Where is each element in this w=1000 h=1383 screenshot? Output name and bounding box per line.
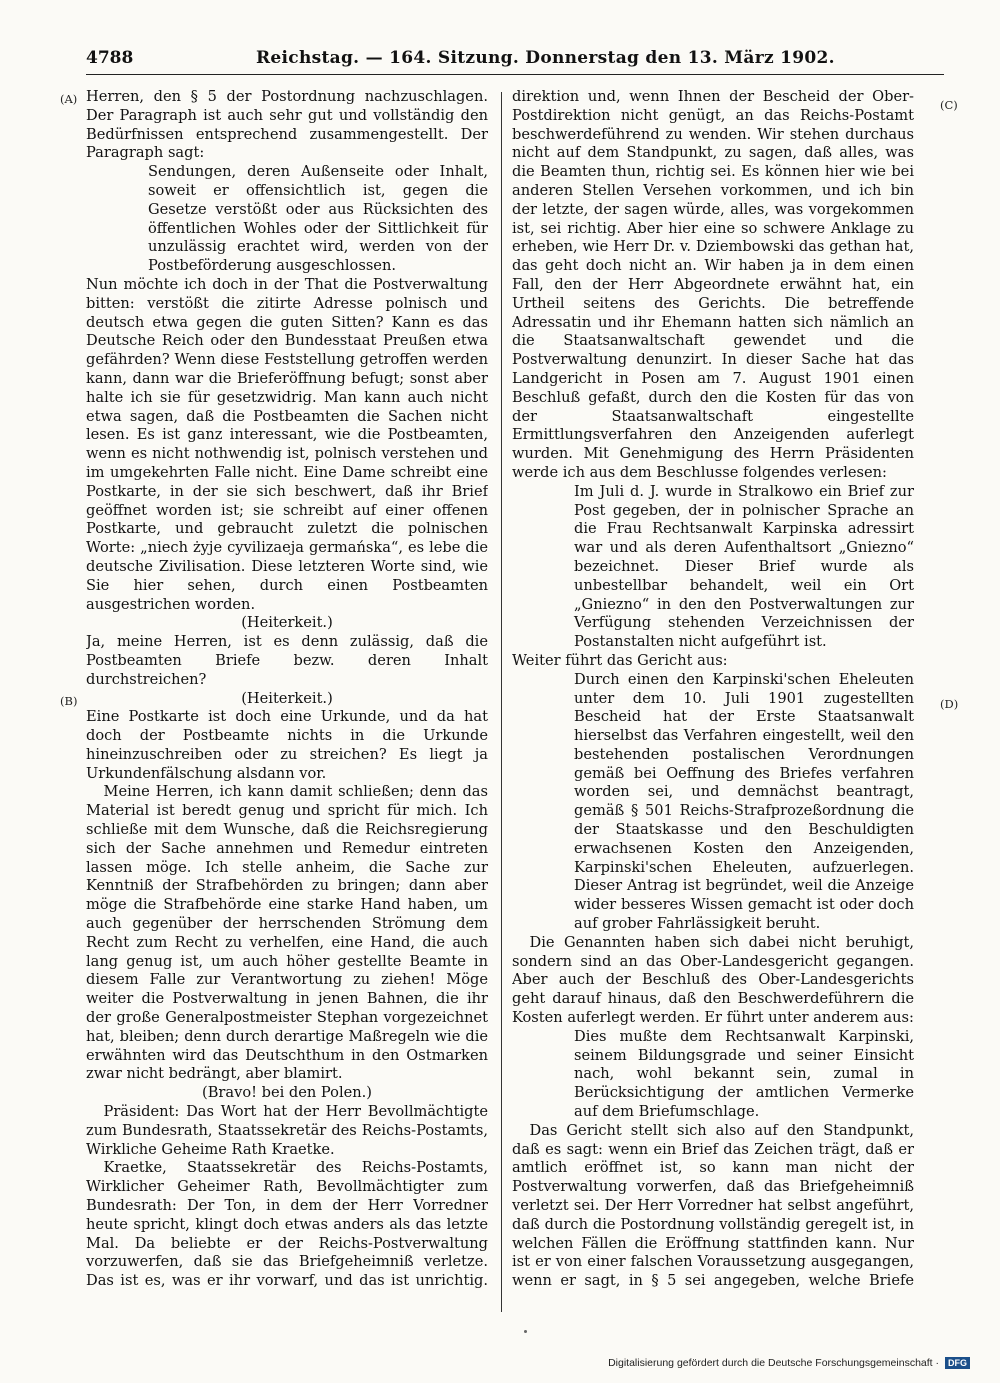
paragraph: Meine Herren, ich kann damit schließen; denn das Material ist beredt genug und spricht für mich. Ich schließe mit dem Wunsche, daß die Reichsregierung sich der Sache annehmen und Remedur eintreten lassen möge. Ich stelle anheim, die Sache zur Kenntniß der Strafbehörden zu bringen; dann aber möge die Strafbehörde eine starke Hand haben, um auch gegenüber der herrschenden Strömung dem Recht zum Recht zu verhelfen, eine Hand, die auch lang genug ist, um auch höher gestellte Beamte in diesem Falle zur Verantwortung zu ziehen! Möge weiter die Postverwaltung in jenen Bahnen, die ihr der große Generalpostmeister Stephan vorgezeichnet hat, bleiben; denn durch derartige Maßregeln wie die erwähnten wird das Deutschthum in den Ostmarken zwar nicht bedrängt, aber blamirt. <box>86 783 488 1083</box>
margin-marker-d: (D) <box>940 697 959 711</box>
dfg-logo: DFG <box>945 1357 970 1369</box>
paragraph: Das Gericht stellt sich also auf den Standpunkt, daß es sagt: wenn ein Brief das Zeichen trägt, daß er amtlich eröffnet ist, so kann man nicht der Postverwaltung vorwerfen, daß das Briefgeheimniß verletzt sei. Der Herr Vorredner hat selbst angeführt, daß durch die Postordnung vollständig geregelt ist, in welchen Fällen die Eröffnung stattfinden kann. Nur ist er von einer falschen Voraussetzung ausgegangen, wenn er sagt, in § 5 sei angegeben, welche Briefe <box>512 1121 914 1288</box>
right-column <box>512 88 914 1288</box>
paragraph: (Heiterkeit.) <box>241 614 333 632</box>
paragraph: Herren, den § 5 der Postordnung nachzuschlagen. Der Paragraph ist auch sehr gut und vollständig den Bedürfnissen entsprechend zusammengestellt. Der Paragraph sagt: <box>86 88 488 162</box>
margin-marker-a: (A) <box>60 92 78 106</box>
margin-marker-c: (C) <box>940 98 958 112</box>
paragraph: Ja, meine Herren, ist es denn zulässig, daß die Postbeamten Briefe bezw. deren Inhalt durchstreichen? <box>86 633 488 688</box>
paragraph: Sendungen, deren Außenseite oder Inhalt, soweit er offensichtlich ist, gegen die Gesetze verstößt oder aus Rücksichten des öffentlichen Wohles oder der Sittlichkeit für unzulässig erachtet wird, werden von der Postbeförderung ausgeschlossen. <box>148 163 488 275</box>
footer <box>608 1357 970 1369</box>
paragraph: Präsident: Das Wort hat der Herr Bevollmächtigte zum Bundesrath, Staatssekretär des Reichs-Postamts, Wirkliche Geheime Rath Kraetke. <box>86 1103 488 1158</box>
paragraph: Nun möchte ich doch in der That die Postverwaltung bitten: verstößt die zitirte Adresse polnisch und deutsch etwa gegen die guten Sitten? Kann es das Deutsche Reich oder den Bundesstaat Preußen etwa gefährden? Wenn diese Feststellung getroffen werden kann, dann war die Brieferöffnung befugt; sonst aber halte ich sie für gesetzwidrig. Man kann auch nicht etwa sagen, daß die Postbeamten die Sachen nicht lesen. Es ist ganz interessant, wie die Postbeamten, wenn es nicht nothwendig ist, polnisch verstehen und im umgekehrten Falle nicht. Eine Dame schreibt eine Postkarte, in der sie sich beschwert, daß ihr Brief geöffnet worden ist; sie schreibt auf einer offenen Postkarte, und gebraucht zuletzt die polnischen Worte: „niech żyje cyvilizaeja germańska“, es lebe die deutsche Zivilisation. Diese letzteren Worte sind, wie Sie hier sehen, durch einen Postbeamten ausgestrichen worden. <box>86 275 488 613</box>
paragraph: (Heiterkeit.) <box>241 689 333 707</box>
page-number: 4788 <box>86 48 134 68</box>
paragraph: Durch einen den Karpinski'schen Eheleuten unter dem 10. Juli 1901 zugestellten Bescheid hat der Erste Staatsanwalt hierselbst das Verfahren eingestellt, weil den bestehenden postalischen Verordnungen gemäß bei Oeffnung des Briefes verfahren worden sei, und demnächst beantragt, gemäß § 501 Reichs-Strafprozeßordnung die der Staatskasse und den Beschuldigten erwachsenen Kosten den Anzeigenden, Karpinski'schen Eheleuten, aufzuerlegen. Dieser Antrag ist begründet, weil die Anzeige wider besseres Wissen gemacht ist oder doch auf grober Fahrlässigkeit beruht. <box>574 670 914 933</box>
ornament-dot <box>524 1330 527 1333</box>
footer-credit: Digitalisierung gefördert durch die Deutsche Forschungsgemeinschaft · <box>608 1357 939 1369</box>
paragraph: Kraetke, Staatssekretär des Reichs-Postamts, Wirklicher Geheimer Rath, Bevollmächtigter zum Bundesrath: Der Ton, in dem der Herr Vorredner heute spricht, klingt doch etwas anders als das letzte Mal. Da beliebte er der Reichs-Postverwaltung vorzuwerfen, daß sie das Briefgeheimniß verletze. Das ist es, was er ihr vorwarf, und das ist unrichtig. <box>86 1159 488 1288</box>
paragraph: Im Juli d. J. wurde in Stralkowo ein Brief zur Post gegeben, der in polnischer Sprache an die Frau Rechtsanwalt Karpinska adressirt war und als deren Aufenthaltsort „Gniezno“ bezeichnet. Dieser Brief wurde als unbestellbar behandelt, weil ein Ort „Gniezno“ in den den Postverwaltungen zur Verfügung stehenden Verzeichnissen der Postanstalten nicht aufgeführt ist. <box>574 482 914 651</box>
page-header <box>86 44 944 75</box>
paragraph: direktion und, wenn Ihnen der Bescheid der Ober-Postdirektion nicht genügt, an das Reichs-Postamt beschwerdeführend zu wenden. Wir stehen durchaus nicht auf dem Standpunkt, zu sagen, daß alles, was die Beamten thun, richtig sei. Es können hier wie bei anderen Stellen Versehen vorkommen, und ich bin der letzte, der sagen würde, alles, was vorgekommen ist, sei richtig. Aber hier eine so schwere Anklage zu erheben, wie Herr Dr. v. Dziembowski das gethan hat, das geht doch nicht an. Wir haben ja in dem einen Fall, den der Herr Abgeordnete erwähnt hat, ein Urtheil seitens des Gerichts. Die betreffende Adressatin und ihr Ehemann hatten sich nämlich an die Staatsanwaltschaft gewendet und die Postverwaltung denunzirt. In dieser Sache hat das Landgericht in Posen am 7. August 1901 einen Beschluß gefaßt, durch den die Kosten für das von der Staatsanwaltschaft eingestellte Ermittlungsverfahren den Anzeigenden auferlegt wurden. Mit Genehmigung des Herrn Präsidenten werde ich aus dem Beschlusse folgendes verlesen: <box>512 88 914 481</box>
left-column <box>86 88 488 1288</box>
page-title: Reichstag. — 164. Sitzung. Donnerstag den 13. März 1902. <box>256 48 835 68</box>
paragraph: Dies mußte dem Rechtsanwalt Karpinski, seinem Bildungsgrade und seiner Einsicht nach, wohl bekannt sein, zumal in Berücksichtigung der amtlichen Vermerke auf dem Briefumschlage. <box>574 1027 914 1121</box>
paragraph: Die Genannten haben sich dabei nicht beruhigt, sondern sind an das Ober-Landesgericht gegangen. Aber auch der Beschluß des Ober-Landesgerichts geht darauf hinaus, daß den Beschwerdeführern die Kosten auferlegt werden. Er führt unter anderem aus: <box>512 933 914 1027</box>
paragraph: (Bravo! bei den Polen.) <box>202 1084 372 1102</box>
column-divider <box>501 92 502 1312</box>
margin-marker-b: (B) <box>60 694 78 708</box>
paragraph: Eine Postkarte ist doch eine Urkunde, und da hat doch der Postbeamte nichts in die Urkunde hineinzuschreiben oder zu streichen? Es liegt ja Urkundenfälschung alsdann vor. <box>86 708 488 782</box>
paragraph: Weiter führt das Gericht aus: <box>512 651 728 669</box>
